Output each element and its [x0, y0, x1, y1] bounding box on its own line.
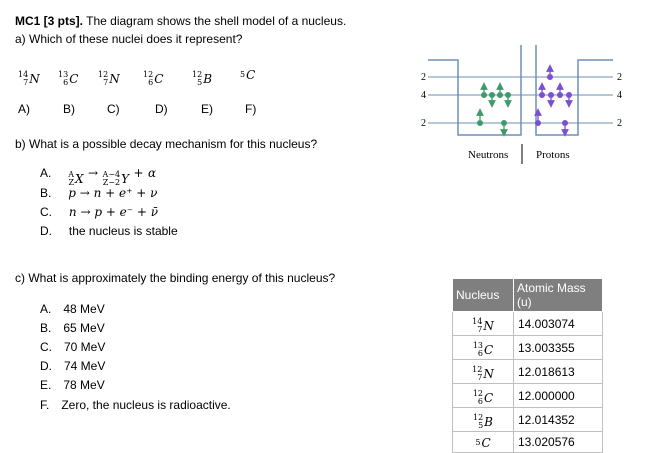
title-text: The diagram shows the shell model of a nucleus. — [83, 14, 347, 28]
decay-option-c[interactable]: C. n → p + e⁻ + ν̄ — [40, 205, 159, 219]
header-nucleus: Nucleus — [453, 279, 514, 312]
table-header-row — [453, 279, 603, 312]
energy-option-f[interactable]: F. Zero, the nucleus is radioactive. — [40, 398, 231, 412]
shell-model-diagram — [418, 40, 638, 165]
neutron-level1-down — [501, 120, 507, 133]
question-b: b) What is a possible decay mechanism for this nucleus? — [15, 137, 318, 151]
energy-option-d[interactable]: D. 74 MeV — [40, 359, 106, 373]
level-label-left-2: 4 — [421, 90, 426, 101]
neutron-level1-up — [477, 112, 483, 126]
question-a: a) Which of these nuclei does it represent? — [15, 32, 243, 46]
table-row: 12 7 N 12.018613 — [453, 360, 603, 384]
proton-level2-4 — [566, 92, 572, 104]
nucleus-option-f: 5 C — [240, 68, 256, 82]
nucleus-option-d: 12 6 C — [143, 70, 164, 87]
header-atomic-mass: Atomic Mass (u) — [514, 279, 603, 312]
energy-option-b[interactable]: B. 65 MeV — [40, 321, 105, 335]
neutron-level2-2 — [489, 92, 495, 104]
neutrons-label: Neutrons — [468, 149, 509, 161]
choice-letter-f[interactable]: F) — [245, 102, 257, 116]
decay-option-a[interactable]: A. A Z X → A−4 Z−2 Y + α — [40, 166, 157, 187]
energy-option-c[interactable]: C. 70 MeV — [40, 340, 106, 354]
decay-option-d[interactable]: D. the nucleus is stable — [40, 224, 178, 238]
decay-option-b[interactable]: B. p → n + e⁺ + ν — [40, 186, 158, 200]
neutron-level2-3 — [497, 86, 503, 98]
choice-letter-a[interactable]: A) — [18, 102, 30, 116]
table-row: 12 5 B 12.014352 — [453, 408, 603, 432]
table-row: 12 6 C 12.000000 — [453, 384, 603, 408]
energy-option-e[interactable]: E. 78 MeV — [40, 378, 105, 392]
nucleus-option-e: 12 5 B — [192, 70, 213, 87]
level-label-left-1: 2 — [421, 72, 426, 83]
choice-letter-b[interactable]: B) — [63, 102, 75, 116]
neutron-level2-1 — [481, 86, 487, 98]
potential-well-outline — [428, 45, 613, 135]
level-label-right-2: 4 — [617, 90, 622, 101]
choice-letter-e[interactable]: E) — [201, 102, 213, 116]
level-label-left-3: 2 — [421, 118, 426, 129]
level-label-right-3: 2 — [617, 118, 622, 129]
nucleus-option-a: 14 7 N — [18, 70, 40, 87]
proton-level2-2 — [548, 92, 554, 104]
table-row: 13 6 C 13.003355 — [453, 336, 603, 360]
neutrons — [477, 86, 511, 133]
question-c: c) What is approximately the binding energy of this nucleus? — [15, 271, 336, 285]
protons-label: Protons — [536, 149, 570, 161]
question-title — [15, 14, 346, 28]
table-row: 5 C 13.020576 — [453, 432, 603, 453]
choice-letter-c[interactable]: C) — [107, 102, 120, 116]
title-points: MC1 [3 pts]. — [15, 14, 84, 28]
energy-option-a[interactable]: A. 48 MeV — [40, 302, 105, 316]
nucleus-option-b: 13 6 C — [58, 70, 79, 87]
choice-letter-d[interactable]: D) — [155, 102, 168, 116]
proton-level2-1 — [539, 86, 545, 98]
table-row: 14 7 N 14.003074 — [453, 312, 603, 336]
proton-level2-3 — [557, 86, 563, 98]
proton-level1-down — [562, 120, 568, 133]
proton-level3-up — [547, 68, 553, 80]
neutron-level2-4 — [505, 92, 511, 104]
nucleus-option-c: 12 7 N — [98, 70, 120, 87]
atomic-mass-table — [452, 278, 603, 453]
level-label-right-1: 2 — [617, 72, 622, 83]
